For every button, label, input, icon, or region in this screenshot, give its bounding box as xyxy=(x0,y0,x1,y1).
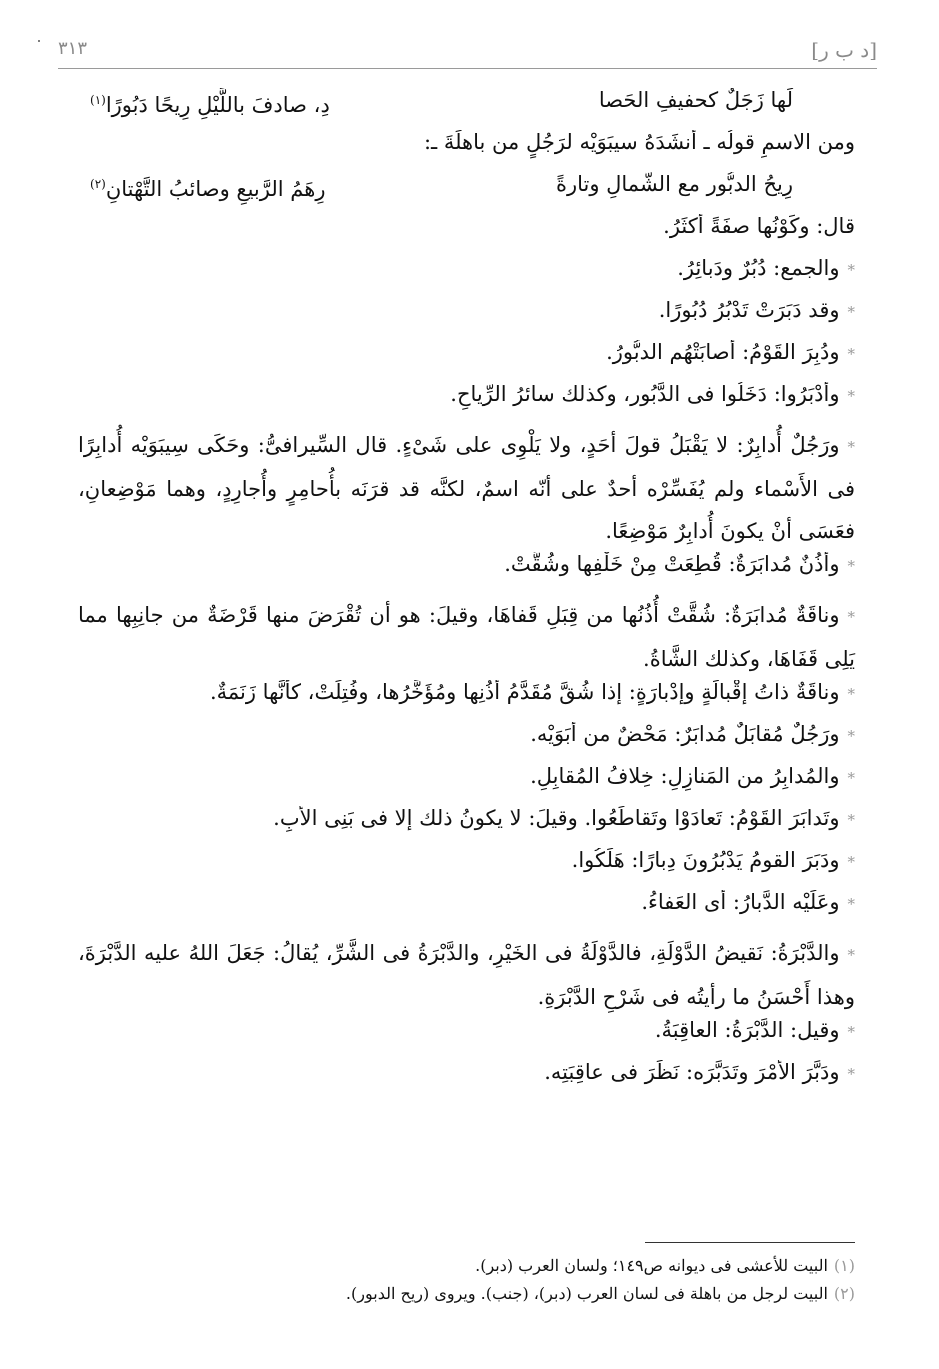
footnotes xyxy=(78,1252,855,1308)
entry-star: * xyxy=(847,345,855,363)
entry-line: *وقيل: الدَّبْرَةُ: العاقِبَةُ. xyxy=(654,1018,855,1042)
entry-star: * xyxy=(847,811,855,829)
entry-line: *وقد دَبَرَتْ تَدْبُرُ دُبُورًا. xyxy=(658,298,855,322)
entry-star: * xyxy=(847,1065,855,1083)
entry-line: *وعَلَيْه الدَّبارُ: أى العَفاءُ. xyxy=(641,890,855,914)
footnote-1: (١)البيت للأعشى فى ديوانه ص١٤٩؛ ولسان العرب (دبر). xyxy=(475,1256,855,1275)
entry-star: * xyxy=(847,685,855,703)
head-word: [د ب ر] xyxy=(811,38,877,62)
entry-line: قال: وكَوْنُها صفَةً أكثَرُ. xyxy=(663,214,855,238)
verse-2-hemistich-1: رِيحُ الدبُّور مع الشَّمالِ وتارةً xyxy=(555,172,793,196)
paragraph-naqa: *وناقَةٌ مُدابَرَةٌ: شُقَّتْ أُذُنُها من قِبَلِ قَفاهَا، وقيلَ: هو أن تُقْرَضَ منها قَرْضَةٌ من جانِبِها مما يَلِى قَفَاهَا، وكذلك الشَّاةُ. xyxy=(78,603,855,671)
entry-line: *وأُذُنٌ مُدابَرَةٌ: قُطِعَتْ مِنْ خَلْفِها وشُقَّتْ. xyxy=(504,552,855,576)
entry-star: * xyxy=(847,727,855,745)
entry-star: * xyxy=(847,853,855,871)
footnote-mark: (١) xyxy=(833,1256,855,1275)
paragraph-adabir: *ورَجُلٌ أُدابِرٌ: لا يَقْبَلُ قولَ أحَدٍ، ولا يَلْوِى على شَىْءٍ. قال السِّيرافىُّ: وحَكَى سِيبَوَيْه أُدابِرًا فى الأَسْماء ولم يُفَسِّرْه أحدٌ على أنّه اسمٌ، لكنَّه قد قرَنَه بأُحامِرٍ وأُجارِدٍ، وهما مَوْضِعانِ، فعَسَى أنْ يكونَ أُدابِرٌ مَوْضِعًا. xyxy=(78,433,855,543)
footnote-2: (٢)البيت لرجل من باهلة فى لسان العرب (دبر)، (جنب). ويروى (ريح الدبور). xyxy=(345,1284,855,1303)
entry-line: *ورَجُلٌ مُقابَلٌ مُدابَرٌ: مَحْضٌ من أَبَوَيْه. xyxy=(530,722,855,746)
main-text xyxy=(78,88,855,1102)
verse-2-hemistich-2: رِهَمُ الرَّبيعِ وصائبُ التَّهْتانِ$^{(٢)}$ xyxy=(90,177,326,201)
verse-1-hemistich-2: دِ، صادفَ باللَّيْلِ رِيحًا دَبُورًا$^{(١)}$ xyxy=(90,93,330,117)
page-number: ٣١٣ xyxy=(58,38,88,59)
entry-line: *والجمع: دُبُرٌ ودَبائِرُ. xyxy=(677,256,855,280)
scan-speck xyxy=(38,40,40,42)
entry-star: * xyxy=(847,769,855,787)
footnote-ref-2: (٢) xyxy=(90,177,106,191)
entry-star: * xyxy=(847,261,855,279)
entry-star: * xyxy=(847,1023,855,1041)
verse-1 xyxy=(78,88,855,130)
verse-1-hemistich-1: لَها زَجَلٌ كحفيفِ الحَصا xyxy=(598,88,793,112)
footnote-rule xyxy=(645,1242,855,1243)
footnote-ref-1: (١) xyxy=(90,93,106,107)
intro-line: ومن الاسمِ قولُه ـ أنشَدَهُ سيبَوَيْه لرَجُلٍ من باهلَةَ ـ: xyxy=(423,130,855,154)
entry-star: * xyxy=(847,895,855,913)
entry-star: * xyxy=(847,387,855,405)
verse-2 xyxy=(78,172,855,214)
entry-line: *ودَبَرَ القومُ يَدْبُرُونَ دِبارًا: هَلَكُوا. xyxy=(571,848,855,872)
entry-star: * xyxy=(847,946,855,964)
entry-line: *وأَدْبَرُوا: دَخَلُوا فى الدَّبُور، وكذلك سائرُ الرِّياحِ. xyxy=(450,382,855,406)
running-header xyxy=(58,38,877,68)
footnote-mark: (٢) xyxy=(833,1284,855,1303)
paragraph-dabra: *والدَّبْرَةُ: نَقيضُ الدَّوْلَةِ، فالدَّوْلَةُ فى الخَيْرِ، والدَّبْرَةُ فى الشَّرِّ، يُقالُ: جَعَلَ اللهُ عليه الدَّبْرَةَ، وهذا أَحْسَنُ ما رأيتُه فى شَرْحِ الدَّبْرَةِ. xyxy=(78,941,855,1009)
entry-line: *والمُدابِرُ من المَنازِلِ: خِلافُ المُقابِلِ. xyxy=(530,764,855,788)
entry-line: *وناقَةٌ ذاتُ إقْبالَةٍ وإدْبارَةٍ: إذا شُقَّ مُقَدَّمُ أُذُنِها ومُؤَخَّرُها، وفُتِلَتْ، كأنَّها زَنَمَةٌ. xyxy=(209,680,855,704)
entry-line: *وتَدابَرَ القَوْمُ: تَعادَوْا وتَقاطَعُوا. وقيلَ: لا يكونُ ذلك إلا فى بَنِى الأَبِ. xyxy=(273,806,855,830)
entry-line: *ودُبِرَ القَوْمُ: أصابَتْهُم الدبُّورُ. xyxy=(606,340,855,364)
entry-star: * xyxy=(847,557,855,575)
entry-line: *ودَبَّرَ الأَمْرَ وتَدَبَّرَه: نَظَرَ فى عاقِبَتِه. xyxy=(544,1060,855,1084)
entry-star: * xyxy=(847,438,855,456)
entry-star: * xyxy=(847,608,855,626)
header-rule xyxy=(58,68,877,69)
entry-star: * xyxy=(847,303,855,321)
